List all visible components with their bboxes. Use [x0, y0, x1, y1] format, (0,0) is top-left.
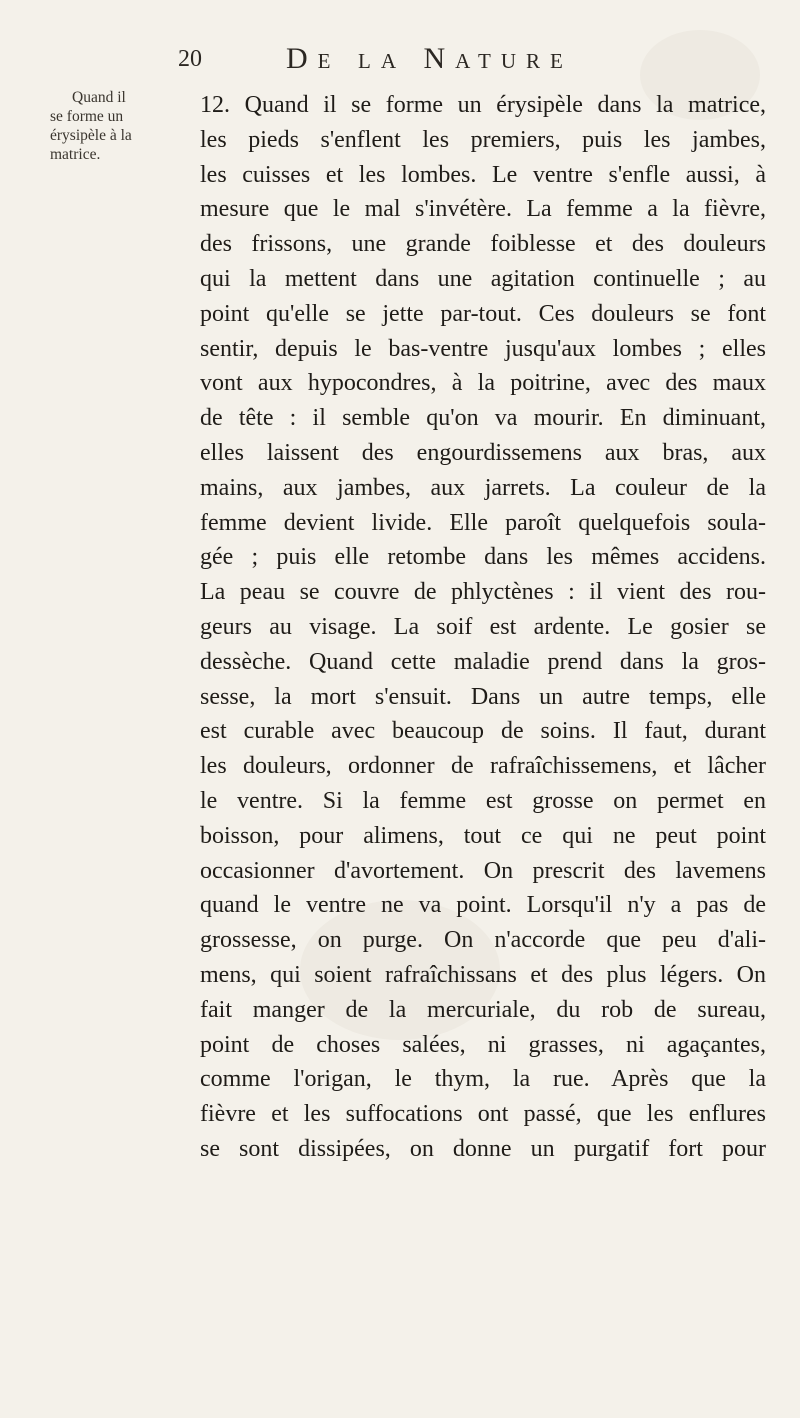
text-line: comme l'origan, le thym, la rue. Après que la: [200, 1066, 766, 1093]
running-header: [178, 42, 648, 82]
text-line: elles laissent des engourdissemens aux bras, aux: [200, 439, 766, 466]
text-line: mains, aux jambes, aux jarrets. La couleur de la: [200, 474, 766, 501]
text-line: vont aux hypocondres, à la poitrine, avec des maux: [200, 370, 766, 397]
text-line: fait manger de la mercuriale, du rob de sureau,: [200, 996, 766, 1023]
text-line: point de choses salées, ni grasses, ni agaçantes,: [200, 1031, 766, 1058]
text-line: qui la mettent dans une agitation continuelle ; au: [200, 265, 766, 292]
text-line: quand le ventre ne va point. Lorsqu'il n'y a pas de: [200, 892, 766, 919]
margin-note-line: se forme un: [50, 108, 124, 125]
text-line: dessèche. Quand cette maladie prend dans la gros-: [200, 648, 766, 675]
text-line: fièvre et les suffocations ont passé, que les enflures: [200, 1101, 766, 1128]
text-line: de tête : il semble qu'on va mourir. En diminuant,: [200, 405, 766, 432]
margin-note-line: matrice.: [50, 146, 101, 163]
text-line: les douleurs, ordonner de rafraîchissemens, et lâcher: [200, 753, 766, 780]
text-line: mens, qui soient rafraîchissans et des plus légers. On: [200, 961, 766, 988]
text-line: occasionner d'avortement. On prescrit des lavemens: [200, 857, 766, 884]
margin-note-line: Quand il: [72, 89, 126, 106]
margin-note-line: érysipèle à la: [50, 127, 132, 144]
text-line: est curable avec beaucoup de soins. Il faut, durant: [200, 718, 766, 745]
text-line: sesse, la mort s'ensuit. Dans un autre temps, elle: [200, 683, 766, 710]
margin-note: [50, 88, 170, 164]
text-line: grossesse, on purge. On n'accorde que peu d'ali-: [200, 927, 766, 954]
text-line: se sont dissipées, on donne un purgatif fort pour: [200, 1135, 766, 1162]
text-line: 12. Quand il se forme un érysipèle dans la matrice,: [200, 92, 766, 118]
text-line: les cuisses et les lombes. Le ventre s'enfle aussi, à: [200, 161, 766, 188]
text-line: point qu'elle se jette par-tout. Ces douleurs se font: [200, 300, 766, 327]
text-line: mesure que le mal s'invétère. La femme a la fièvre,: [200, 196, 766, 223]
page-number: 20: [178, 46, 202, 72]
text-line: geurs au visage. La soif est ardente. Le gosier se: [200, 613, 766, 640]
text-line: les pieds s'enflent les premiers, puis les jambes,: [200, 126, 766, 153]
running-title: De la Nature: [286, 42, 573, 75]
paragraph-12: [200, 88, 766, 1167]
text-line: gée ; puis elle retombe dans les mêmes accidens.: [200, 544, 766, 571]
text-line: boisson, pour alimens, tout ce qui ne peut point: [200, 822, 766, 849]
text-line: des frissons, une grande foiblesse et des douleurs: [200, 231, 766, 258]
text-line: sentir, depuis le bas-ventre jusqu'aux lombes ; elles: [200, 335, 766, 362]
text-line: femme devient livide. Elle paroît quelquefois soula-: [200, 509, 766, 536]
text-line: La peau se couvre de phlyctènes : il vient des rou-: [200, 579, 766, 606]
text-line: le ventre. Si la femme est grosse on permet en: [200, 787, 766, 814]
